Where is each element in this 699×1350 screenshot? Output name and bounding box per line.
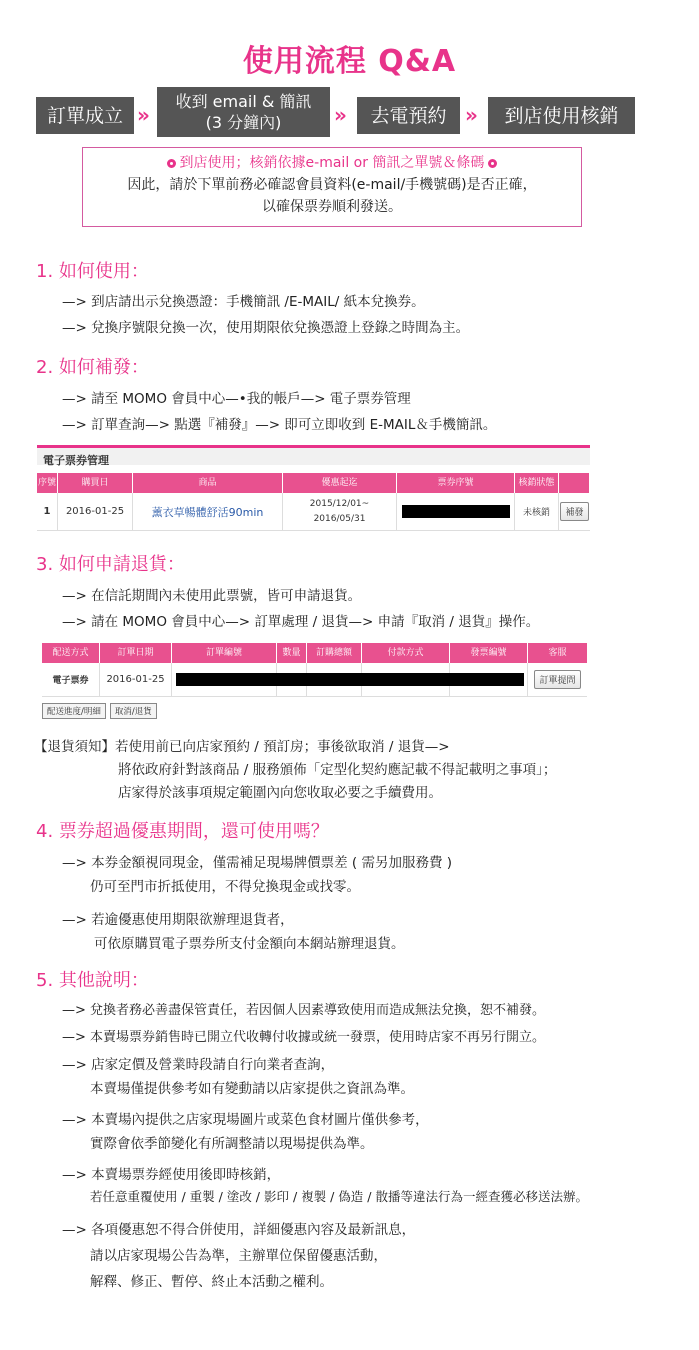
step-receive-email [157, 87, 330, 137]
section-2-heading: 2. 如何補發： [36, 357, 149, 378]
cell-period [283, 493, 397, 531]
cell-action [528, 663, 587, 697]
order-sub-buttons [42, 703, 157, 719]
notice-line3: 以確保票券順利發送。 [262, 199, 402, 215]
section-1-heading: 1. 如何使用： [36, 261, 149, 282]
s5-line7: —> 本賣場票券經使用後即時核銷， [62, 1167, 281, 1183]
col-header: 訂購總額 [307, 643, 362, 663]
col-header: 購買日 [58, 473, 133, 493]
col-header: 序號 [37, 473, 58, 493]
col-header: 數量 [277, 643, 307, 663]
col-header: 配送方式 [42, 643, 100, 663]
step-receive-label: 收到 email & 簡訊 [175, 92, 312, 111]
s4-line3: —> 若逾優惠使用期限欲辦理退貨者， [62, 912, 294, 928]
step-redeem: 到店使用核銷 [488, 97, 635, 134]
col-header [559, 473, 590, 493]
period-end: 2016/05/31 [313, 513, 366, 524]
circle-icon [167, 159, 176, 168]
refund-line1: 【退貨須知】若使用前已向店家預約 / 預訂房；事後欲取消 / 退貨—> [34, 739, 450, 755]
arrow-icon: » [465, 103, 475, 127]
period-start: 2015/12/01~ [309, 498, 370, 509]
col-header: 票券序號 [397, 473, 515, 493]
delivery-detail-button[interactable]: 配送進度/明細 [42, 703, 106, 719]
notice-line1: 到店使用；核銷依據e-mail or 簡訊之單號＆條碼 [179, 155, 485, 171]
col-header: 訂單日期 [100, 643, 172, 663]
s5-line3: —> 店家定價及營業時段請自行向業者查詢， [62, 1057, 335, 1073]
cell-no: 1 [37, 493, 58, 531]
section-3-heading: 3. 如何申請退貨： [36, 554, 185, 575]
s5-line11: 解釋、修正、暫停、終止本活動之權利。 [90, 1274, 333, 1290]
cell-date: 2016-01-25 [100, 663, 172, 697]
section-4-heading: 4. 票券超過優惠期間，還可使用嗎？ [36, 821, 329, 842]
s5-line4: 本賣場僅提供參考如有變動請以店家提供之資訊為準。 [90, 1081, 414, 1097]
table-row [37, 493, 590, 531]
cancel-return-button[interactable]: 取消/退貨 [110, 703, 157, 719]
col-header: 核銷狀態 [515, 473, 559, 493]
col-header: 發票編號 [450, 643, 528, 663]
s4-line2: 仍可至門市折抵使用，不得兌換現金或找零。 [90, 879, 360, 895]
refund-line3: 店家得於該事項規定範圍內向您收取必要之手續費用。 [118, 785, 442, 801]
col-header: 商品 [133, 473, 283, 493]
s1-line1: —> 到店請出示兌換憑證：手機簡訊 /E-MAIL/ 紙本兌換券。 [62, 294, 425, 310]
page-title: 使用流程 Q&A [242, 44, 457, 79]
s5-line1: —> 兌換者務必善盡保管責任，若因個人因素導致使用而造成無法兌換，恕不補發。 [62, 1003, 546, 1018]
cell-action [559, 493, 590, 531]
col-header: 訂單編號 [172, 643, 277, 663]
notice-line2: 因此，請於下單前務必確認會員資料(e-mail/手機號碼)是否正確， [127, 177, 537, 193]
cell-status: 未核銷 [515, 493, 559, 531]
redacted-bar [176, 673, 524, 686]
order-question-button[interactable]: 訂單提問 [534, 670, 580, 689]
s3-line1: —> 在信託期間內未使用此票號，皆可申請退貨。 [62, 588, 362, 604]
arrow-icon: » [334, 103, 344, 127]
s4-line1: —> 本券金額視同現金，僅需補足現場牌價票差 ( 需另加服務費 ) [62, 855, 453, 871]
cell-serial-redacted [397, 493, 515, 531]
table-row [42, 663, 587, 697]
step-receive-time: (3 分鐘內) [205, 113, 282, 132]
s3-line2: —> 請在 MOMO 會員中心—> 訂單處理 / 退貨—> 申請『取消 / 退貨』操作。 [62, 614, 540, 630]
s5-line8: 若任意重覆使用 / 重製 / 塗改 / 影印 / 複製 / 偽造 / 散播等違法行為一經查獲必移送法辦。 [90, 1189, 588, 1204]
cell-date: 2016-01-25 [58, 493, 133, 531]
s1-line2: —> 兌換序號限兌換一次，使用期限依兌換憑證上登錄之時間為主。 [62, 320, 470, 336]
reissue-button[interactable]: 補發 [560, 502, 588, 521]
s5-line2: —> 本賣場票券銷售時已開立代收轉付收據或統一發票，使用時店家不再另行開立。 [62, 1030, 546, 1045]
s5-line6: 實際會依季節變化有所調整請以現場提供為準。 [90, 1136, 374, 1152]
s4-line4: 可依原購買電子票券所支付金額向本網站辦理退貨。 [94, 936, 405, 952]
order-table [42, 643, 587, 697]
cell-method: 電子票券 [42, 663, 100, 697]
col-header: 客服 [528, 643, 587, 663]
s2-line2: —> 訂單查詢—> 點選『補發』—> 即可立即收到 E-MAIL＆手機簡訊。 [62, 417, 497, 433]
notice-box [82, 147, 582, 227]
circle-icon [488, 159, 497, 168]
refund-line2: 將依政府針對該商品 / 服務頒佈「定型化契約應記載不得記載明之事項」； [118, 762, 557, 778]
section-5-heading: 5. 其他說明： [36, 970, 149, 991]
eticket-table [37, 445, 590, 531]
s5-line10: 請以店家現場公告為準，主辦單位保留優惠活動， [90, 1248, 387, 1264]
col-header: 優惠起迄 [283, 473, 397, 493]
cell-product[interactable]: 薰衣草暢體舒活90min [133, 493, 283, 531]
table-caption: 電子票券管理 [37, 445, 590, 465]
s5-line9: —> 各項優惠恕不得合併使用，詳細優惠內容及最新訊息， [62, 1222, 416, 1238]
arrow-icon: » [137, 103, 147, 127]
step-order-created: 訂單成立 [36, 97, 134, 134]
col-header: 付款方式 [362, 643, 450, 663]
s5-line5: —> 本賣場內提供之店家現場圖片或菜色食材圖片僅供參考， [62, 1112, 429, 1128]
s2-line1: —> 請至 MOMO 會員中心—•我的帳戶—> 電子票券管理 [62, 391, 411, 407]
step-call-reserve: 去電預約 [357, 97, 460, 134]
